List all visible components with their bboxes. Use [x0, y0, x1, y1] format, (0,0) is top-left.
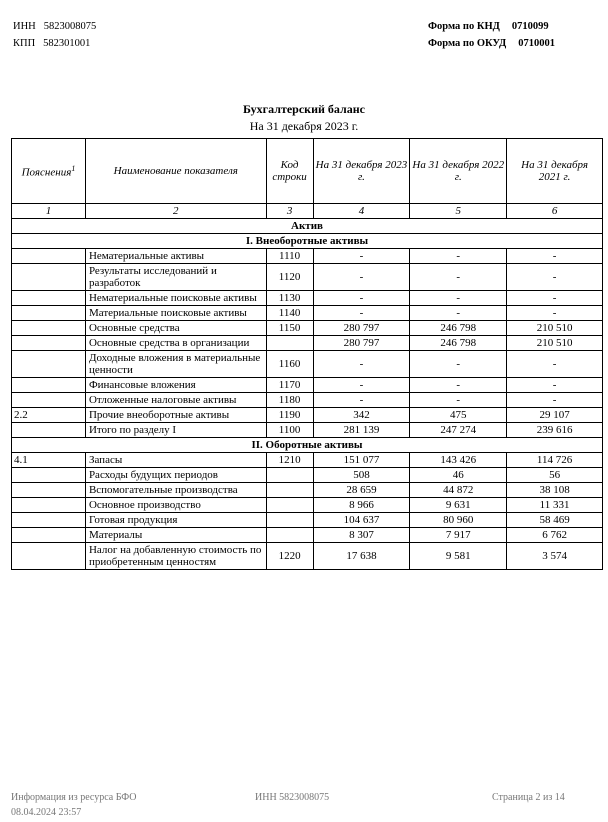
row-value-2021: -	[507, 249, 603, 264]
aktiv-heading: Актив	[12, 219, 603, 234]
row-value-2021: -	[507, 351, 603, 378]
table-row	[12, 528, 603, 543]
section1-row	[12, 234, 603, 249]
knd-label: Форма по КНД	[428, 21, 500, 32]
row-name: Материалы	[85, 528, 266, 543]
row-name: Финансовые вложения	[85, 378, 266, 393]
row-value-2021: 56	[507, 468, 603, 483]
row-name: Доходные вложения в материальные ценности	[85, 351, 266, 378]
row-name: Расходы будущих периодов	[85, 468, 266, 483]
header-2022: На 31 декабря 2022 г.	[410, 139, 507, 204]
kpp-label: КПП	[13, 38, 36, 49]
row-name: Налог на добавленную стоимость по приобретенным ценностям	[85, 543, 266, 570]
row-value-2021: 3 574	[507, 543, 603, 570]
row-note	[12, 543, 86, 570]
okud-value: 0710001	[518, 38, 556, 49]
row-value-2022: -	[410, 291, 507, 306]
row-code: 1180	[266, 393, 313, 408]
row-code: 1220	[266, 543, 313, 570]
row-note	[12, 513, 86, 528]
row-code	[266, 498, 313, 513]
footer-source-text: Информация из ресурса БФО	[11, 792, 137, 803]
row-code	[266, 513, 313, 528]
row-value-2023: -	[313, 291, 410, 306]
row-name: Нематериальные поисковые активы	[85, 291, 266, 306]
row-value-2023: -	[313, 264, 410, 291]
row-name: Итого по разделу I	[85, 423, 266, 438]
table-row	[12, 249, 603, 264]
header-code: Код строки	[266, 139, 313, 204]
row-code: 1150	[266, 321, 313, 336]
row-value-2022: 46	[410, 468, 507, 483]
row-value-2023: 8 307	[313, 528, 410, 543]
row-value-2023: -	[313, 306, 410, 321]
row-code: 1130	[266, 291, 313, 306]
row-note	[12, 468, 86, 483]
okud-label: Форма по ОКУД	[428, 38, 507, 49]
row-value-2021: 210 510	[507, 336, 603, 351]
row-note	[12, 336, 86, 351]
table-row	[12, 264, 603, 291]
header-left	[13, 18, 96, 52]
row-value-2021: 58 469	[507, 513, 603, 528]
row-value-2023: -	[313, 378, 410, 393]
row-value-2022: -	[410, 351, 507, 378]
row-value-2022: 7 917	[410, 528, 507, 543]
row-value-2022: 475	[410, 408, 507, 423]
row-note	[12, 249, 86, 264]
row-name: Прочие внеоборотные активы	[85, 408, 266, 423]
row-code: 1100	[266, 423, 313, 438]
header-2023: На 31 декабря 2023 г.	[313, 139, 410, 204]
row-value-2023: -	[313, 393, 410, 408]
table-row	[12, 513, 603, 528]
row-value-2021: -	[507, 393, 603, 408]
col-number: 1	[12, 204, 86, 219]
row-name: Готовая продукция	[85, 513, 266, 528]
row-value-2023: -	[313, 351, 410, 378]
row-code	[266, 468, 313, 483]
table-row	[12, 378, 603, 393]
row-name: Нематериальные активы	[85, 249, 266, 264]
row-value-2023: 280 797	[313, 321, 410, 336]
table-row	[12, 321, 603, 336]
row-name: Основные средства в организации	[85, 336, 266, 351]
row-value-2021: 11 331	[507, 498, 603, 513]
table-row	[12, 351, 603, 378]
table-row	[12, 393, 603, 408]
row-name: Вспомогательные производства	[85, 483, 266, 498]
row-value-2021: 38 108	[507, 483, 603, 498]
table-row	[12, 483, 603, 498]
row-note	[12, 423, 86, 438]
row-name: Запасы	[85, 453, 266, 468]
row-value-2022: 80 960	[410, 513, 507, 528]
row-value-2022: 143 426	[410, 453, 507, 468]
column-numbers-row	[12, 204, 603, 219]
row-value-2023: 104 637	[313, 513, 410, 528]
row-code: 1160	[266, 351, 313, 378]
row-value-2023: 17 638	[313, 543, 410, 570]
col-number: 2	[85, 204, 266, 219]
section2-heading: II. Оборотные активы	[12, 438, 603, 453]
aktiv-row	[12, 219, 603, 234]
table-row	[12, 291, 603, 306]
row-value-2022: -	[410, 306, 507, 321]
row-code: 1120	[266, 264, 313, 291]
row-value-2021: -	[507, 378, 603, 393]
row-code	[266, 483, 313, 498]
row-value-2022: 9 631	[410, 498, 507, 513]
okud-line	[428, 35, 555, 52]
table-row	[12, 423, 603, 438]
row-note: 4.1	[12, 453, 86, 468]
table-row	[12, 543, 603, 570]
footer-source	[11, 790, 137, 820]
row-value-2021: -	[507, 264, 603, 291]
row-note	[12, 321, 86, 336]
row-value-2021: -	[507, 306, 603, 321]
table-row	[12, 498, 603, 513]
row-note: 2.2	[12, 408, 86, 423]
row-value-2023: 342	[313, 408, 410, 423]
footer-datetime: 08.04.2024 23:57	[11, 807, 82, 818]
row-name: Основные средства	[85, 321, 266, 336]
knd-line	[428, 18, 555, 35]
row-value-2022: 9 581	[410, 543, 507, 570]
row-code: 1110	[266, 249, 313, 264]
row-note	[12, 378, 86, 393]
row-name: Отложенные налоговые активы	[85, 393, 266, 408]
row-note	[12, 264, 86, 291]
row-code: 1140	[266, 306, 313, 321]
table-row	[12, 336, 603, 351]
col-number: 4	[313, 204, 410, 219]
row-value-2021: 29 107	[507, 408, 603, 423]
row-code: 1210	[266, 453, 313, 468]
balance-table	[11, 138, 603, 570]
row-value-2021: 6 762	[507, 528, 603, 543]
row-value-2022: 246 798	[410, 321, 507, 336]
row-value-2021: 239 616	[507, 423, 603, 438]
col-number: 5	[410, 204, 507, 219]
row-value-2022: -	[410, 264, 507, 291]
inn-label: ИНН	[13, 21, 36, 32]
table-row	[12, 306, 603, 321]
document-title	[0, 101, 608, 135]
row-code: 1170	[266, 378, 313, 393]
knd-value: 0710099	[511, 21, 549, 32]
row-value-2022: 44 872	[410, 483, 507, 498]
table-header-row	[12, 139, 603, 204]
kpp-line	[13, 35, 96, 52]
row-note	[12, 306, 86, 321]
row-value-2022: -	[410, 249, 507, 264]
row-name: Основное производство	[85, 498, 266, 513]
row-code	[266, 336, 313, 351]
row-value-2023: 28 659	[313, 483, 410, 498]
row-note	[12, 483, 86, 498]
row-value-2022: 246 798	[410, 336, 507, 351]
row-code	[266, 528, 313, 543]
section1-heading: I. Внеоборотные активы	[12, 234, 603, 249]
table-row	[12, 453, 603, 468]
footer-page: Страница 2 из 14	[492, 792, 565, 803]
row-value-2023: 8 966	[313, 498, 410, 513]
row-value-2021: 210 510	[507, 321, 603, 336]
row-value-2023: 281 139	[313, 423, 410, 438]
inn-line	[13, 18, 96, 35]
title-date: На 31 декабря 2023 г.	[249, 119, 359, 133]
row-note	[12, 498, 86, 513]
row-value-2023: 151 077	[313, 453, 410, 468]
header-notes: Пояснения$^1$	[12, 139, 86, 204]
row-note	[12, 351, 86, 378]
row-value-2021: -	[507, 291, 603, 306]
col-number: 6	[507, 204, 603, 219]
row-value-2021: 114 726	[507, 453, 603, 468]
kpp-value: 582301001	[43, 38, 91, 49]
row-name: Материальные поисковые активы	[85, 306, 266, 321]
row-value-2022: -	[410, 378, 507, 393]
row-note	[12, 393, 86, 408]
row-value-2023: -	[313, 249, 410, 264]
table-row	[12, 408, 603, 423]
header-right	[428, 18, 555, 52]
inn-value: 5823008075	[43, 21, 97, 32]
row-value-2023: 280 797	[313, 336, 410, 351]
row-code: 1190	[266, 408, 313, 423]
row-value-2022: 247 274	[410, 423, 507, 438]
title-main: Бухгалтерский баланс	[243, 102, 365, 116]
row-note	[12, 528, 86, 543]
col-number: 3	[266, 204, 313, 219]
row-name: Результаты исследований и разработок	[85, 264, 266, 291]
row-value-2022: -	[410, 393, 507, 408]
footer-inn: ИНН 5823008075	[255, 792, 330, 803]
header-name: Наименование показателя	[85, 139, 266, 204]
row-note	[12, 291, 86, 306]
table-row	[12, 468, 603, 483]
section2-row	[12, 438, 603, 453]
header-2021: На 31 декабря 2021 г.	[507, 139, 603, 204]
row-value-2023: 508	[313, 468, 410, 483]
